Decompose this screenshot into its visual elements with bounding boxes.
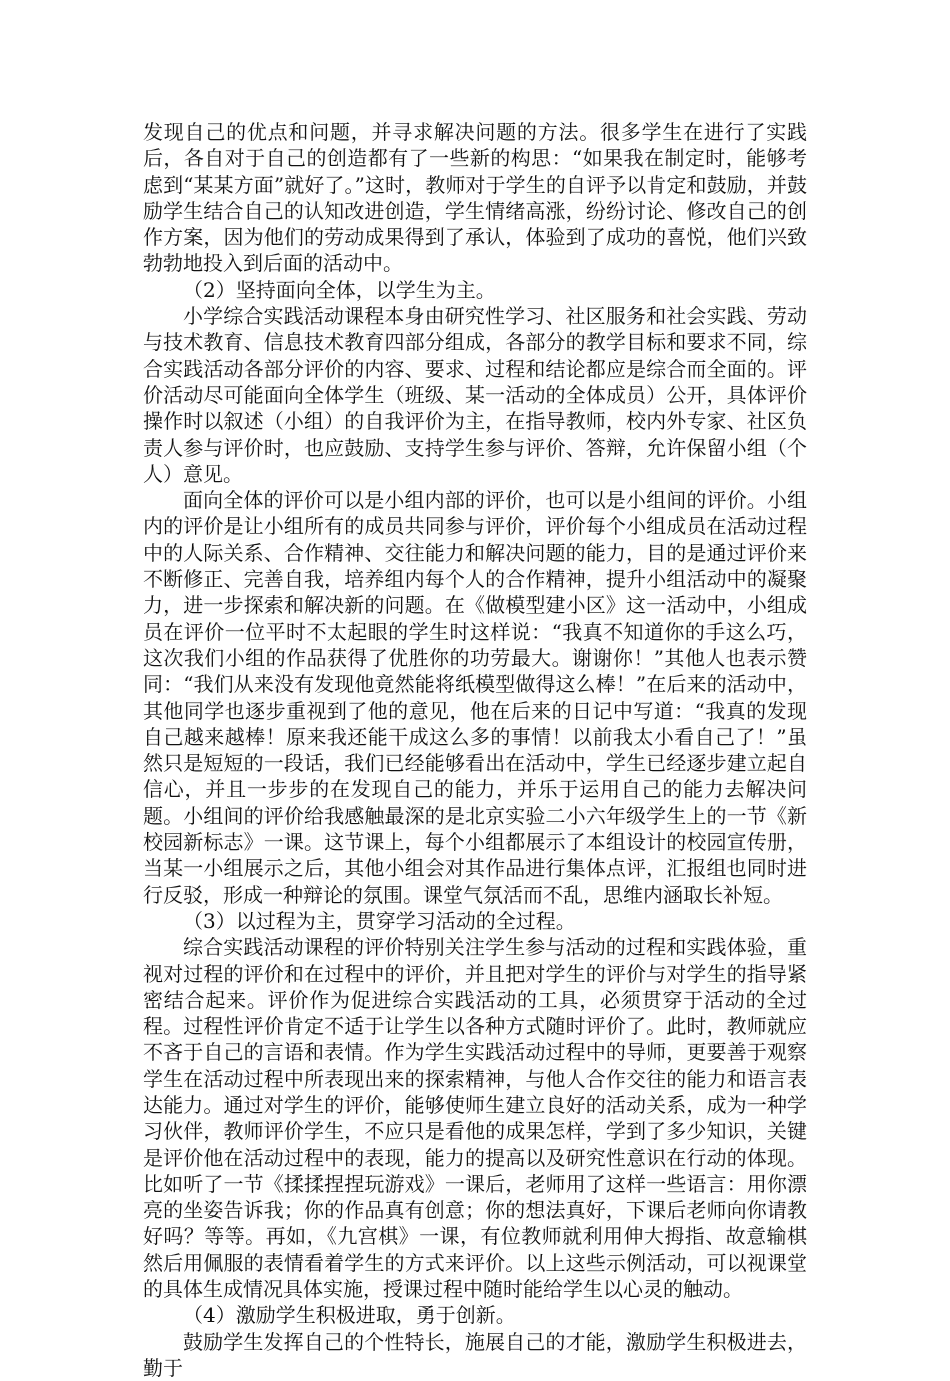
paragraph: 小学综合实践活动课程本身由研究性学习、社区服务和社会实践、劳动与技术教育、信息技术教育四部分组成，各部分的教学目标和要求不同，综合实践活动各部分评价的内容、要求、过程和结论都应是综合而全面的。评价活动尽可能面向全体学生（班级、某一活动的全体成员）公开，具体评价操作时以叙述（小组）的自我评价为主，在指导教师，校内外专家、社区负责人参与评价时，也应鼓励、支持学生参与评价、答辩，允许保留小组（个人）意见。 xyxy=(143,304,807,486)
paragraph: 面向全体的评价可以是小组内部的评价，也可以是小组间的评价。小组内的评价是让小组所有的成员共同参与评价，评价每个小组成员在活动过程中的人际关系、合作精神、交往能力和解决问题的能力，目的是通过评价来不断修正、完善自我，培养组内每个人的合作精神，提升小组活动中的凝聚力，进一步探索和解决新的问题。在《做模型建小区》这一活动中，小组成员在评价一位平时不太起眼的学生时这样说：“我真不知道你的手这么巧，这次我们小组的作品获得了优胜你的功劳最大。谢谢你！”其他人也表示赞同：“我们从来没有发现他竟然能将纸模型做得这么棒！”在后来的活动中，其他同学也逐步重视到了他的意见，他在后来的日记中写道：“我真的发现自己越来越棒！原来我还能干成这么多的事情！以前我太小看自己了！”虽然只是短短的一段话，我们已经能够看出在活动中，学生已经逐步建立起自信心，并且一步步的在发现自己的能力，并乐于运用自己的能力去解决问题。小组间的评价给我感触最深的是北京实验二小六年级学生上的一节《新校园新标志》一课。这节课上，每个小组都展示了本组设计的校园宣传册，当某一小组展示之后，其他小组会对其作品进行集体点评，汇报组也同时进行反驳，形成一种辩论的氛围。课堂气氛活而不乱，思维内涵取长补短。 xyxy=(143,488,807,907)
paragraph: 鼓励学生发挥自己的个性特长，施展自己的才能，激励学生积极进去，勤于 xyxy=(143,1329,807,1380)
section-heading-2: （2）坚持面向全体，以学生为主。 xyxy=(183,277,496,302)
document-body xyxy=(143,119,807,1381)
paragraph-continuation: 发现自己的优点和问题，并寻求解决问题的方法。很多学生在进行了实践后，各自对于自己的创造都有了一些新的构思：“如果我在制定时，能够考虑到“某某方面”就好了。”这时，教师对于学生的自评予以肯定和鼓励，并鼓励学生结合自己的认知改进创造，学生情绪高涨，纷纷讨论、修改自己的创作方案，因为他们的劳动成果得到了承认，体验到了成功的喜悦，他们兴致勃勃地投入到后面的活动中。 xyxy=(143,120,807,276)
paragraph: 综合实践活动课程的评价特别关注学生参与活动的过程和实践体验，重视对过程的评价和在过程中的评价，并且把对学生的评价与对学生的指导紧密结合起来。评价作为促进综合实践活动的工具，必须贯穿于活动的全过程。过程性评价肯定不适于让学生以各种方式随时评价了。此时，教师就应不吝于自己的言语和表情。作为学生实践活动过程中的导师，更要善于观察学生在活动过程中所表现出来的探索精神，与他人合作交往的能力和语言表达能力。通过对学生的评价，能够使师生建立良好的活动关系，成为一种学习伙伴，教师评价学生，不应只是看他的成果怎样，学到了多少知识，关键是评价他在活动过程中的表现，能力的提高以及研究性意识在行动的体现。比如听了一节《揉揉捏捏玩游戏》一课后，老师用了这样一些语言：用你漂亮的坐姿告诉我；你的作品真有创意；你的想法真好，下课后老师向你请教好吗？等等。再如，《九宫棋》一课，有位教师就利用伸大拇指、故意输棋然后用佩服的表情看着学生的方式来评价。以上这些示例活动，可以视课堂的具体生成情况具体实施，授课过程中随时能给学生以心灵的触动。 xyxy=(143,935,807,1302)
section-heading-3: （3）以过程为主，贯穿学习活动的全过程。 xyxy=(183,908,576,933)
section-heading-4: （4）激励学生积极进取，勇于创新。 xyxy=(183,1303,516,1328)
